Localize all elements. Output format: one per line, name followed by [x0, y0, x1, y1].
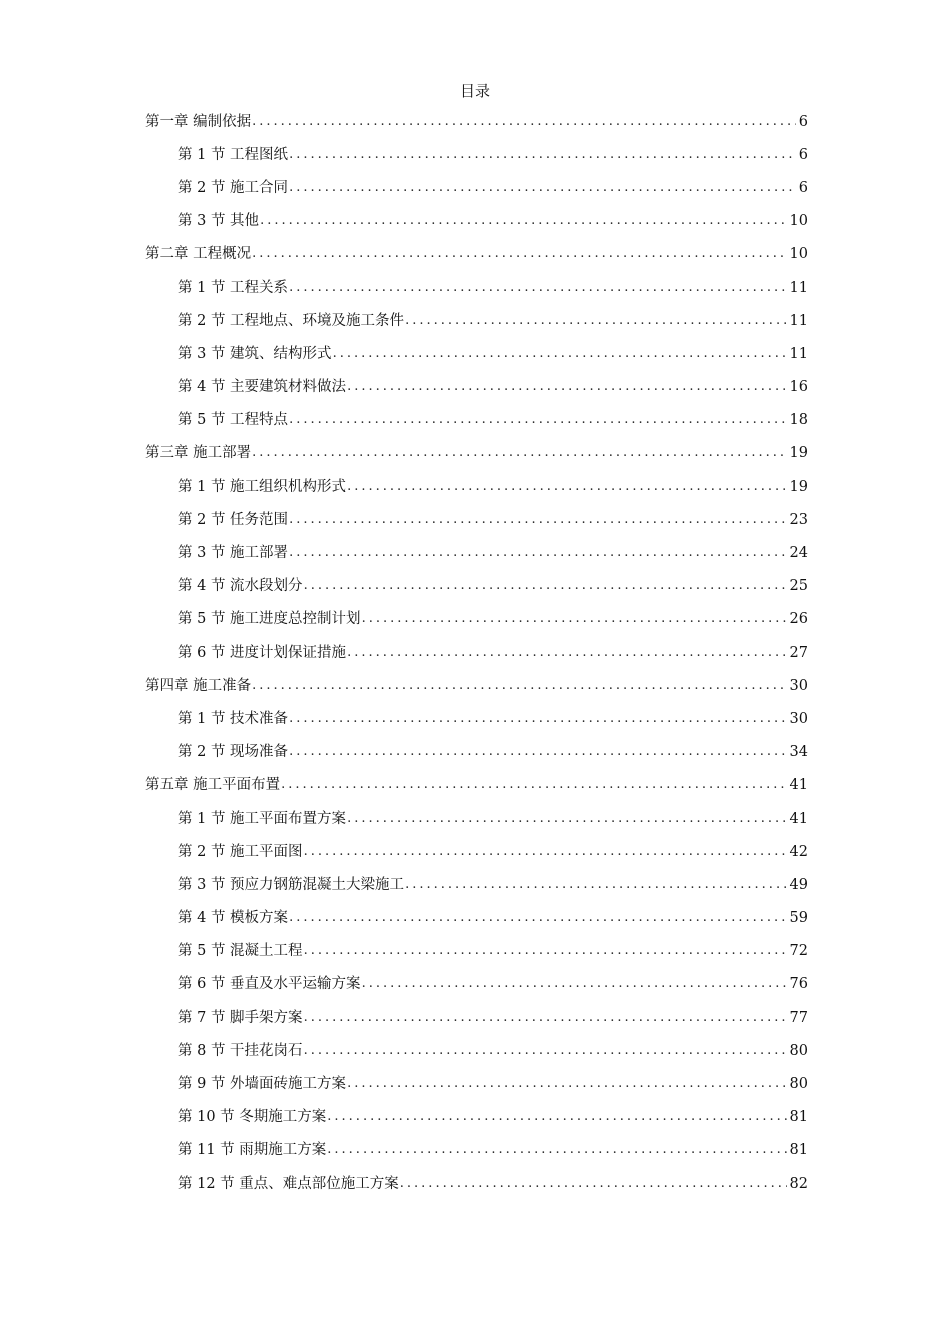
toc-entry-label: 第 1 节 工程关系	[178, 279, 289, 296]
toc-page-number: 11	[789, 279, 808, 296]
toc-page-number: 81	[789, 1109, 808, 1126]
toc-section-entry[interactable]	[0, 935, 808, 968]
toc-entry-label: 第四章 施工准备	[145, 677, 252, 694]
toc-section-entry[interactable]	[0, 1101, 808, 1134]
toc-section-entry[interactable]	[0, 968, 808, 1001]
toc-page-number: 23	[789, 511, 808, 528]
toc-entry-label: 第 5 节 施工进度总控制计划	[178, 611, 361, 628]
toc-page-number: 6	[798, 146, 808, 163]
toc-page-number: 82	[789, 1175, 808, 1192]
toc-dot-leader	[289, 742, 786, 762]
toc-section-entry[interactable]	[0, 868, 808, 901]
toc-page-number: 18	[789, 412, 808, 429]
toc-dot-leader	[400, 1174, 787, 1194]
toc-section-entry[interactable]	[0, 1067, 808, 1100]
toc-page-number: 27	[789, 644, 808, 661]
toc-section-entry[interactable]	[0, 205, 808, 238]
toc-page-number: 72	[789, 943, 808, 960]
toc-page-number: 25	[789, 578, 808, 595]
toc-section-entry[interactable]	[0, 304, 808, 337]
toc-entry-label: 第 1 节 施工组织机构形式	[178, 478, 347, 495]
toc-page-number: 41	[789, 810, 808, 827]
toc-dot-leader	[347, 1074, 786, 1094]
toc-page-number: 26	[789, 611, 808, 628]
toc-dot-leader	[252, 112, 796, 132]
toc-dot-leader	[289, 410, 786, 430]
toc-page-number: 34	[789, 744, 808, 761]
toc-chapter-entry[interactable]	[0, 769, 808, 802]
toc-page-number: 80	[789, 1076, 808, 1093]
toc-dot-leader	[327, 1107, 786, 1127]
toc-entry-label: 第 4 节 模板方案	[178, 910, 289, 927]
toc-entry-label: 第 3 节 其他	[178, 213, 260, 230]
toc-dot-leader	[362, 609, 787, 629]
toc-entry-label: 第三章 施工部署	[145, 445, 252, 462]
toc-dot-leader	[405, 311, 786, 331]
toc-entry-label: 第一章 编制依据	[145, 113, 252, 130]
toc-dot-leader	[304, 1041, 787, 1061]
toc-section-entry[interactable]	[0, 1134, 808, 1167]
toc-entry-label: 第 5 节 混凝土工程	[178, 943, 303, 960]
toc-entry-label: 第 2 节 施工合同	[178, 179, 289, 196]
toc-page-number: 77	[789, 1009, 808, 1026]
toc-dot-leader	[289, 278, 786, 298]
toc-entry-label: 第 2 节 工程地点、环境及施工条件	[178, 312, 405, 329]
toc-dot-leader	[347, 377, 786, 397]
toc-dot-leader	[289, 543, 786, 563]
toc-page-number: 6	[798, 113, 808, 130]
toc-section-entry[interactable]	[0, 371, 808, 404]
toc-entry-label: 第 7 节 脚手架方案	[178, 1009, 303, 1026]
toc-dot-leader	[260, 211, 786, 231]
toc-section-entry[interactable]	[0, 271, 808, 304]
toc-page-number: 59	[789, 910, 808, 927]
toc-dot-leader	[304, 842, 787, 862]
toc-dot-leader	[333, 344, 787, 364]
toc-page-number: 41	[789, 777, 808, 794]
toc-dot-leader	[281, 775, 786, 795]
toc-page-number: 80	[789, 1042, 808, 1059]
toc-dot-leader	[304, 576, 787, 596]
toc-page-number: 11	[789, 312, 808, 329]
toc-dot-leader	[327, 1140, 786, 1160]
toc-section-entry[interactable]	[0, 1001, 808, 1034]
toc-page-number: 19	[789, 478, 808, 495]
toc-entry-label: 第 1 节 施工平面布置方案	[178, 810, 347, 827]
toc-entry-label: 第 6 节 垂直及水平运输方案	[178, 976, 361, 993]
toc-entry-label: 第五章 施工平面布置	[145, 777, 281, 794]
toc-dot-leader	[252, 676, 786, 696]
toc-entry-label: 第 2 节 现场准备	[178, 744, 289, 761]
toc-entry-label: 第 2 节 施工平面图	[178, 843, 303, 860]
toc-page-number: 42	[789, 843, 808, 860]
toc-page-number: 81	[789, 1142, 808, 1159]
toc-section-entry[interactable]	[0, 503, 808, 536]
toc-page-number: 10	[789, 246, 808, 263]
toc-page-number: 24	[789, 545, 808, 562]
toc-section-entry[interactable]	[0, 470, 808, 503]
toc-section-entry[interactable]	[0, 702, 808, 735]
toc-page-number: 49	[789, 876, 808, 893]
toc-dot-leader	[289, 908, 786, 928]
toc-section-entry[interactable]	[0, 902, 808, 935]
toc-entry-label: 第 10 节 冬期施工方案	[178, 1109, 327, 1126]
toc-dot-leader	[362, 974, 787, 994]
toc-page-number: 30	[789, 710, 808, 727]
toc-dot-leader	[347, 809, 786, 829]
toc-section-entry[interactable]	[0, 802, 808, 835]
toc-entry-label: 第 11 节 雨期施工方案	[178, 1142, 327, 1159]
toc-dot-leader	[289, 709, 786, 729]
toc-entry-label: 第 2 节 任务范围	[178, 511, 289, 528]
toc-entry-label: 第 6 节 进度计划保证措施	[178, 644, 347, 661]
toc-page-number: 76	[789, 976, 808, 993]
toc-section-entry[interactable]	[0, 171, 808, 204]
toc-chapter-entry[interactable]	[0, 105, 808, 138]
toc-page-number: 11	[789, 345, 808, 362]
toc-dot-leader	[289, 145, 796, 165]
toc-entry-label: 第 3 节 施工部署	[178, 545, 289, 562]
toc-section-entry[interactable]	[0, 1034, 808, 1067]
toc-section-entry[interactable]	[0, 404, 808, 437]
toc-dot-leader	[405, 875, 786, 895]
toc-dot-leader	[289, 178, 796, 198]
toc-dot-leader	[304, 941, 787, 961]
toc-section-entry[interactable]	[0, 603, 808, 636]
toc-entry-label: 第 5 节 工程特点	[178, 412, 289, 429]
toc-page-number: 16	[789, 379, 808, 396]
toc-section-entry[interactable]	[0, 736, 808, 769]
toc-page-number: 19	[789, 445, 808, 462]
toc-entry-label: 第 8 节 干挂花岗石	[178, 1042, 303, 1059]
toc-entry-label: 第 12 节 重点、难点部位施工方案	[178, 1175, 399, 1192]
toc-dot-leader	[289, 510, 786, 530]
toc-dot-leader	[347, 477, 786, 497]
toc-section-entry[interactable]	[0, 337, 808, 370]
toc-entry-label: 第 3 节 预应力钢筋混凝土大梁施工	[178, 876, 405, 893]
toc-dot-leader	[252, 244, 786, 264]
toc-entry-label: 第 3 节 建筑、结构形式	[178, 345, 332, 362]
toc-entry-label: 第 9 节 外墙面砖施工方案	[178, 1076, 347, 1093]
toc-section-entry[interactable]	[0, 1167, 808, 1200]
toc-section-entry[interactable]	[0, 570, 808, 603]
toc-chapter-entry[interactable]	[0, 669, 808, 702]
toc-chapter-entry[interactable]	[0, 238, 808, 271]
toc-dot-leader	[252, 443, 786, 463]
toc-page-number: 6	[798, 179, 808, 196]
toc-list	[0, 105, 950, 1200]
toc-entry-label: 第 1 节 工程图纸	[178, 146, 289, 163]
toc-entry-label: 第 4 节 流水段划分	[178, 578, 303, 595]
toc-title: 目录	[459, 82, 490, 100]
toc-section-entry[interactable]	[0, 636, 808, 669]
toc-section-entry[interactable]	[0, 835, 808, 868]
toc-entry-label: 第 1 节 技术准备	[178, 710, 289, 727]
toc-dot-leader	[304, 1008, 787, 1028]
toc-chapter-entry[interactable]	[0, 437, 808, 470]
toc-dot-leader	[347, 643, 786, 663]
toc-page-number: 30	[789, 677, 808, 694]
toc-section-entry[interactable]	[0, 138, 808, 171]
toc-section-entry[interactable]	[0, 536, 808, 569]
toc-entry-label: 第 4 节 主要建筑材料做法	[178, 379, 347, 396]
toc-entry-label: 第二章 工程概况	[145, 246, 252, 263]
toc-page-number: 10	[789, 213, 808, 230]
